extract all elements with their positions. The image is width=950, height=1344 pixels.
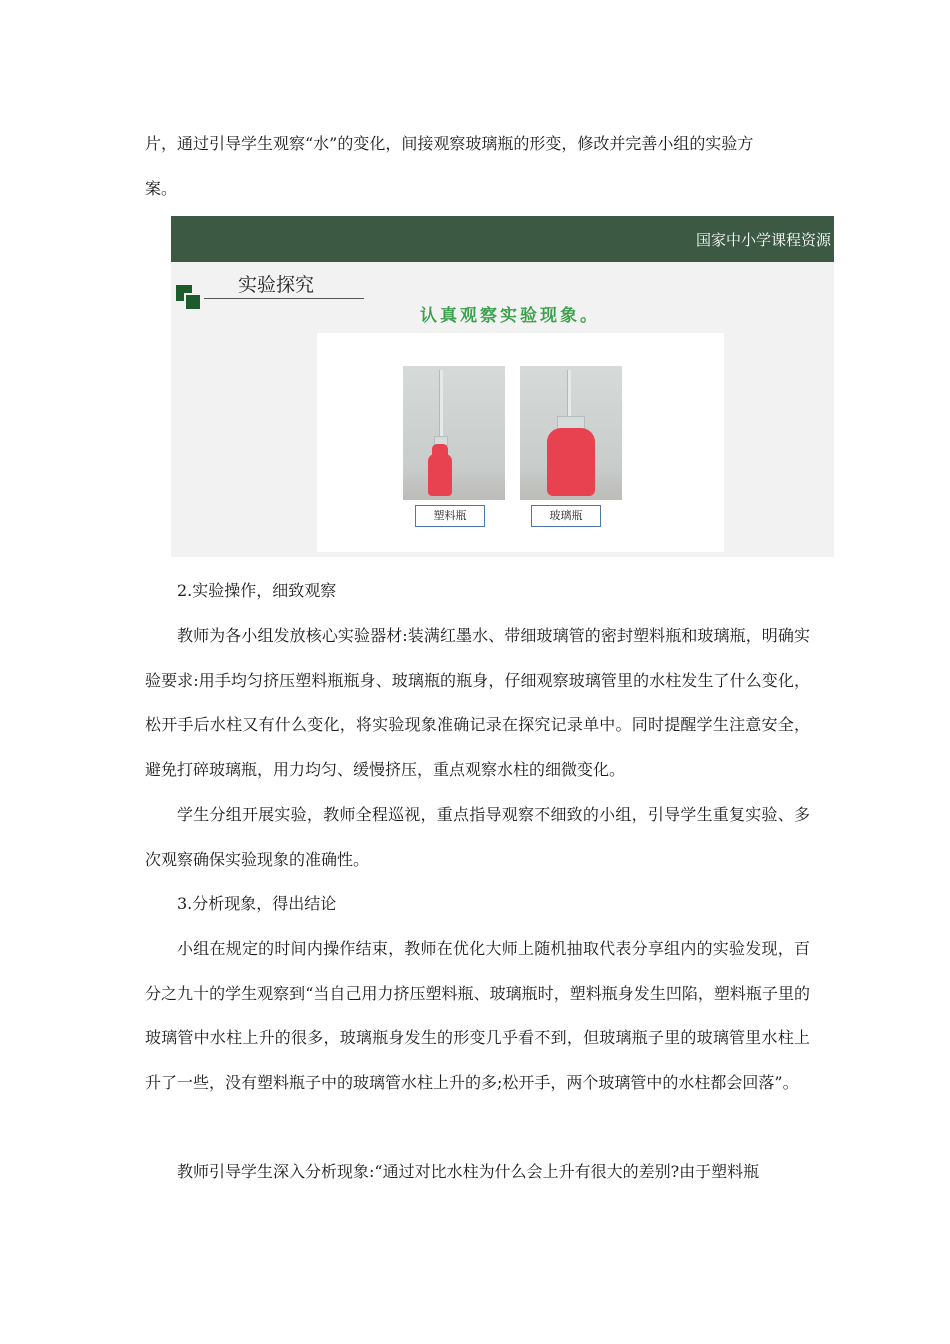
slide-image <box>171 216 834 557</box>
plastic-bottle-photo <box>403 366 505 500</box>
paragraph-findings: 小组在规定的时间内操作结束，教师在优化大师上随机抽取代表分享组内的实验发现，百分之九十的学生观察到“当自己用力挤压塑料瓶、玻璃瓶时，塑料瓶身发生凹陷，塑料瓶子里的玻璃管中水柱上升的很多，玻璃瓶身发生的形变几乎看不到，但玻璃瓶子里的玻璃管里水柱上升了一些，没有塑料瓶子中的玻璃管水柱上升的多;松开手，两个玻璃管中的水柱都会回落”。 <box>145 939 810 1092</box>
slide-title-underline <box>204 298 364 299</box>
intro-line-2: 案。 <box>145 179 178 198</box>
slide-header-bar <box>171 216 834 262</box>
slide-photo-panel <box>317 333 724 552</box>
glass-bottle-photo <box>520 366 622 500</box>
slide-logo-square-2 <box>184 293 202 311</box>
plastic-bottle-label: 塑料瓶 <box>415 505 485 527</box>
glass-bottle-label: 玻璃瓶 <box>531 505 601 527</box>
paragraph-analysis: 教师引导学生深入分析现象:“通过对比水柱为什么会上升有很大的差别?由于塑料瓶 <box>177 1162 760 1181</box>
intro-line-1: 片，通过引导学生观察“水”的变化，间接观察玻璃瓶的形变，修改并完善小组的实验方 <box>145 134 754 153</box>
slide-subtitle: 认真观察实验现象。 <box>420 306 600 326</box>
paragraph-group-experiment: 学生分组开展实验，教师全程巡视，重点指导观察不细致的小组，引导学生重复实验、多次观察确保实验现象的准确性。 <box>145 805 810 869</box>
section-heading-2: 2.实验操作，细致观察 <box>177 581 337 600</box>
slide-brand-text: 国家中小学课程资源 <box>695 231 831 249</box>
section-heading-3: 3.分析现象，得出结论 <box>177 894 337 913</box>
slide-section-title: 实验探究 <box>238 274 315 296</box>
paragraph-equipment: 教师为各小组发放核心实验器材:装满红墨水、带细玻璃管的密封塑料瓶和玻璃瓶，明确实验要求:用手均匀挤压塑料瓶瓶身、玻璃瓶的瓶身，仔细观察玻璃管里的水柱发生了什么变化，松开手后水柱又有什么变化，将实验现象准确记录在探究记录单中。同时提醒学生注意安全，避免打碎玻璃瓶，用力均匀、缓慢挤压，重点观察水柱的细微变化。 <box>145 626 810 779</box>
